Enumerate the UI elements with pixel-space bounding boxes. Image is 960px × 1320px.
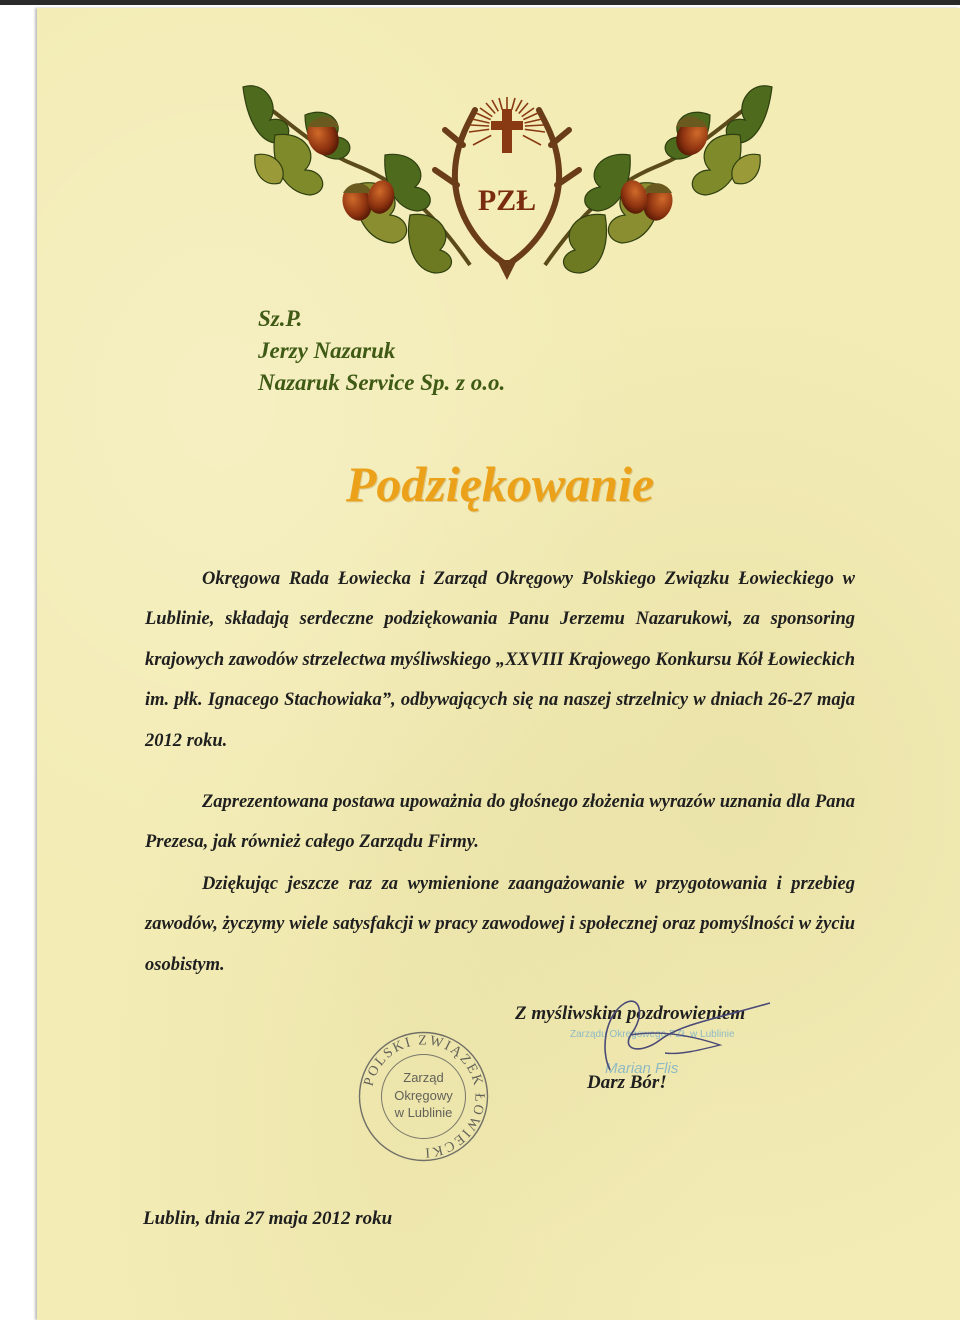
addressee-salutation: Sz.P.	[258, 306, 303, 331]
seal-line-3: w Lublinie	[394, 1105, 453, 1120]
place-and-date: Lublin, dnia 27 maja 2012 roku	[143, 1208, 393, 1229]
pzl-emblem-icon	[235, 75, 780, 285]
addressee-company: Nazaruk Service Sp. z o.o.	[258, 370, 506, 395]
closing-motto: Darz Bór!	[587, 1072, 667, 1093]
body-paragraph-3: Dziękując jeszcze raz za wymienione zaangażowanie w przygotowania i przebieg zawodów, życzymy wiele satysfakcji w pracy zawodowej i społecznej oraz pomyślności w życiu osobistym.	[145, 873, 855, 975]
addressee-block	[258, 303, 505, 399]
seal-line-1: Zarząd	[403, 1070, 444, 1085]
scan-edge	[0, 0, 960, 5]
addressee-name: Jerzy Nazaruk	[258, 338, 396, 363]
seal-ring-text: POLSKI ZWIĄZEK ŁOWIECKI	[361, 1033, 487, 1160]
document-title: Podziękowanie	[345, 456, 655, 512]
body-paragraph-2: Zaprezentowana postawa upoważnia do głośnego złożenia wyrazów uznania dla Pana Prezesa, jak również całego Zarządu Firmy.	[145, 791, 855, 852]
body-paragraph-1: Okręgowa Rada Łowiecka i Zarząd Okręgowy Polskiego Związku Łowieckiego w Lublinie, składają serdeczne podziękowania Panu Jerzemu Nazarukowi, za sponsoring krajowych zawodów strzelectwa myśliwskiego „XXVIII Krajowego Konkursu Kół Łowieckich im. płk. Ignacego Stachowiaka”, odbywających się na naszej strzelnicy w dniach 26-27 maja 2012 roku.	[145, 568, 855, 751]
stamp-header: Zarządu Okręgowego PZŁ w Lublinie	[570, 1029, 735, 1040]
seal-line-2: Okręgowy	[394, 1088, 453, 1103]
handwritten-signature	[570, 995, 780, 1075]
association-seal	[357, 1030, 490, 1163]
stamp-name: Marian Flis	[605, 1060, 679, 1077]
closing-greeting: Z myśliwskim pozdrowieniem	[515, 1003, 746, 1024]
pzl-monogram: PZŁ	[477, 184, 537, 217]
